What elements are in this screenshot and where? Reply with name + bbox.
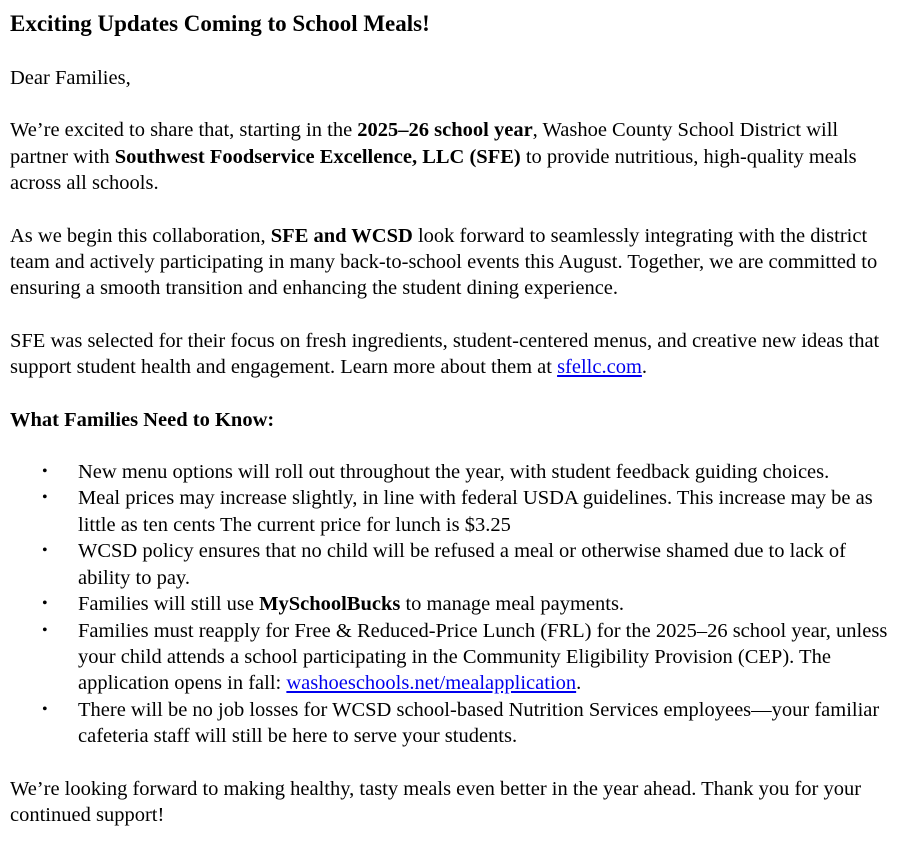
greeting: Dear Families,: [10, 67, 131, 89]
intro-text-3: to provide nutritious, high-quality meals across all schools.: [10, 145, 857, 195]
myschoolbucks-highlight: MySchoolBucks: [259, 593, 401, 616]
bullet-icon: •: [42, 595, 48, 613]
list-item: [42, 618, 898, 697]
meal-application-link[interactable]: washoeschools.net/mealapplication: [286, 672, 577, 695]
list-item-text: WCSD policy ensures that no child will be refused a meal or otherwise shamed due to lack of ability to pay.: [78, 540, 846, 589]
bullet-icon: •: [42, 621, 48, 639]
school-year-highlight: 2025–26 school year: [357, 119, 533, 142]
collab-text-2: look forward to seamlessly integrating with the district team and actively participating in many back-to-school events this August. Together, we are committed to ensuring a smooth transition and enhancing the student dining experience.: [10, 224, 878, 300]
section-heading: What Families Need to Know:: [10, 408, 275, 431]
bullet-icon: •: [42, 489, 48, 507]
selection-text-1: SFE was selected for their focus on fresh ingredients, student-centered menus, and creative new ideas that support student health and engagement. Learn more about them at: [10, 329, 880, 379]
list-item-text-1: Families must reapply for Free & Reduced-Price Lunch (FRL) for the 2025–26 school year, unless your child attends a school participating in the Community Eligibility Provision (CEP). The application opens in fall:: [78, 619, 888, 695]
list-item: [42, 459, 898, 485]
closing-paragraph: We’re looking forward to making healthy, tasty meals even better in the year ahead. Thank you for your continued support!: [10, 777, 862, 826]
intro-paragraph: [10, 117, 898, 196]
collab-text-1: As we begin this collaboration,: [10, 224, 271, 247]
intro-text-2: , Washoe County School District will partner with: [10, 119, 839, 168]
list-item: [42, 485, 898, 538]
intro-text-1: We’re excited to share that, starting in the: [10, 119, 358, 142]
list-item: [42, 538, 898, 591]
selection-text-2: .: [641, 356, 648, 379]
bullet-icon: •: [42, 542, 48, 560]
list-item-text-2: to manage meal payments.: [400, 593, 625, 616]
bullet-icon: •: [42, 700, 48, 718]
info-list: [10, 459, 898, 749]
sfellc-link[interactable]: sfellc.com: [557, 356, 642, 379]
list-item-text: There will be no job losses for WCSD school-based Nutrition Services employees—your familiar cafeteria staff will still be here to serve your students.: [78, 698, 880, 748]
partners-highlight: SFE and WCSD: [270, 224, 413, 247]
list-item: [42, 697, 898, 750]
selection-paragraph: [10, 328, 898, 381]
list-item-text-1: Families will still use: [78, 593, 260, 616]
collaboration-paragraph: [10, 223, 898, 302]
list-item-text: New menu options will roll out throughout the year, with student feedback guiding choices.: [78, 461, 830, 484]
list-item-text: Meal prices may increase slightly, in line with federal USDA guidelines. This increase may be as little as ten cents The current price for lunch is $3.25: [78, 487, 873, 536]
vendor-name-highlight: Southwest Foodservice Excellence, LLC (SFE): [114, 145, 521, 168]
bullet-icon: •: [42, 463, 48, 481]
page-title: Exciting Updates Coming to School Meals!: [10, 11, 430, 36]
list-item: [42, 591, 898, 617]
list-item-text-2: .: [576, 672, 582, 695]
